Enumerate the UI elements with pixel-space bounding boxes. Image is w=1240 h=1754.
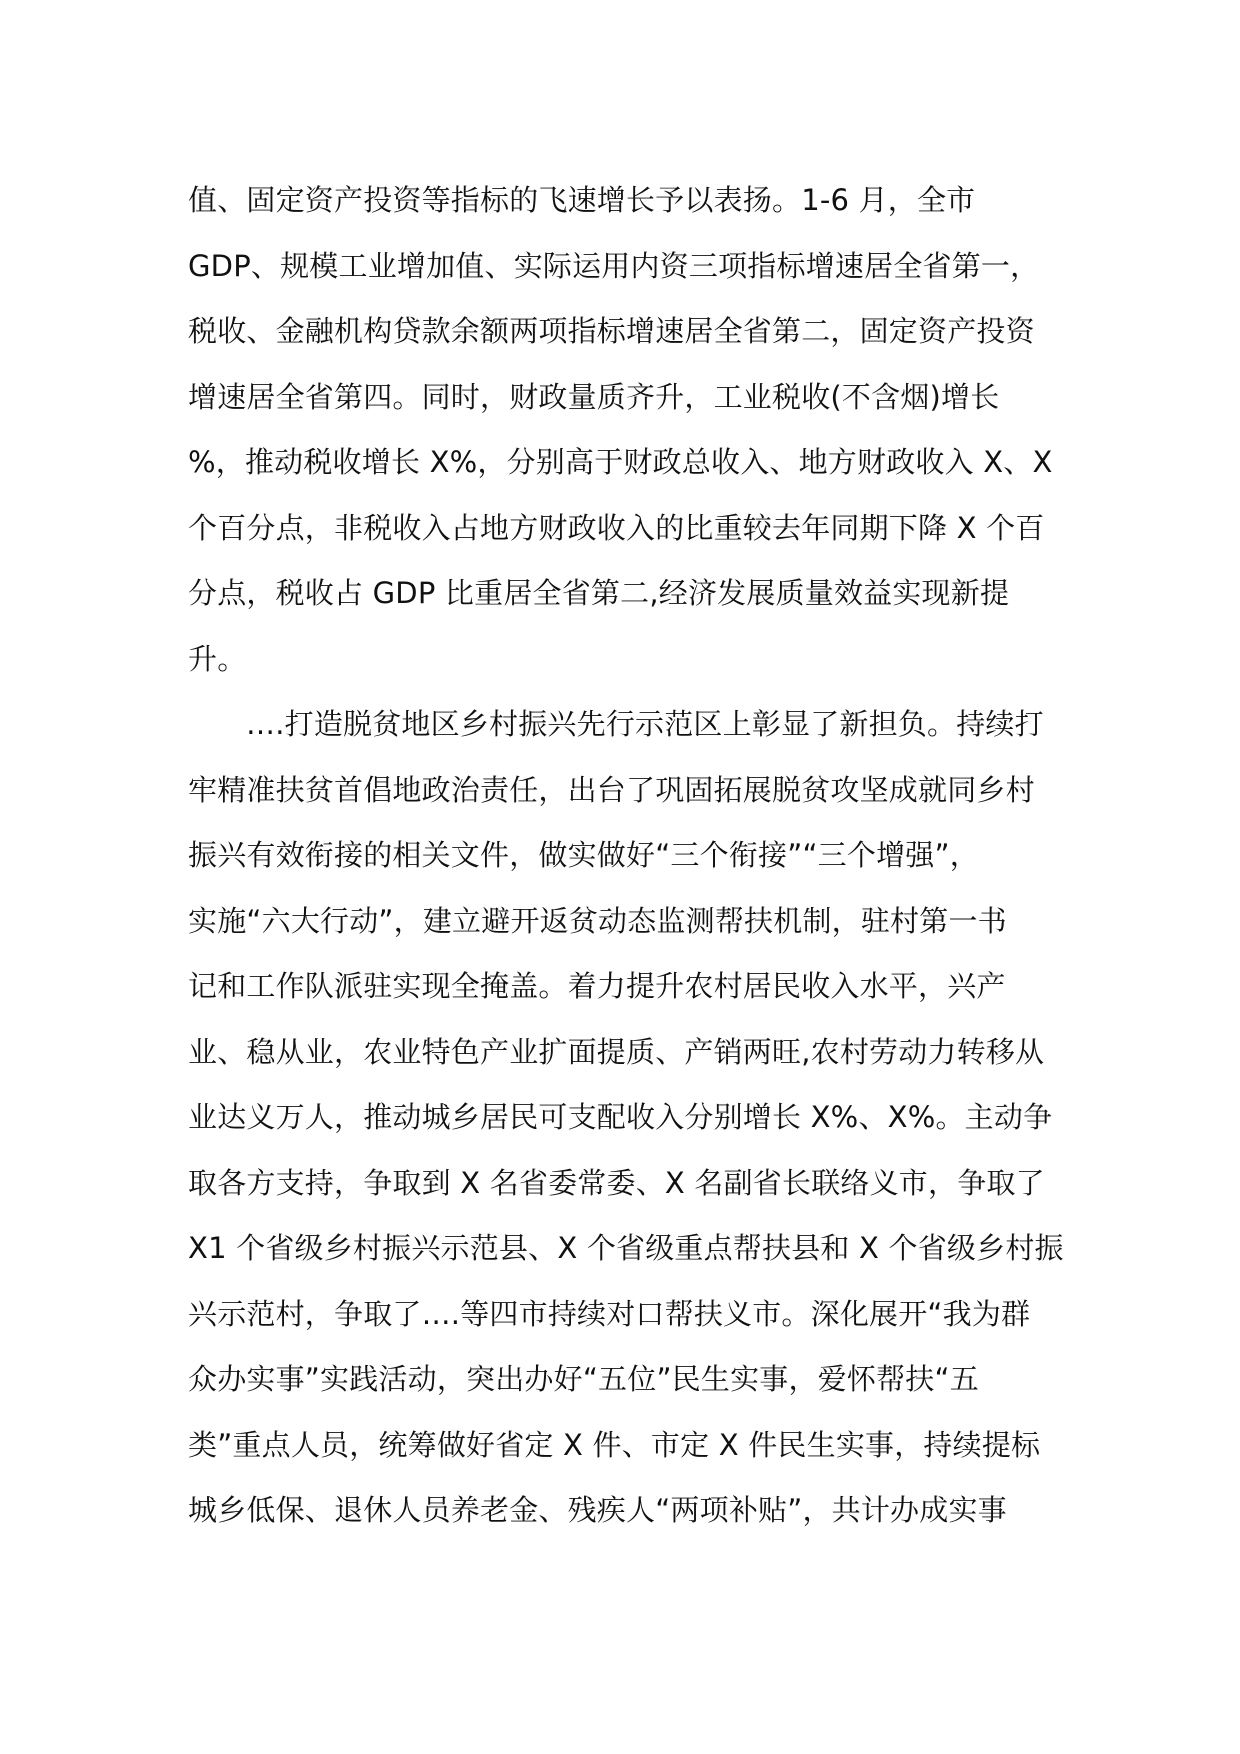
text-line: 升。 <box>188 641 247 676</box>
text-line: 增速居全省第四。同时，财政量质齐升，工业税收(不含烟)增长 <box>188 379 1000 414</box>
text-line: 个百分点，非税收入占地方财政收入的比重较去年同期下降 X 个百 <box>188 510 1045 545</box>
text-line: 记和工作队派驻实现全掩盖。着力提升农村居民收入水平，兴产 <box>188 969 1006 1003</box>
text-line: 业、稳从业，农业特色产业扩面提质、产销两旺,农村劳动力转移从 <box>188 1034 1045 1069</box>
body-text <box>188 168 1068 1544</box>
paragraph-start-line: ….打造脱贫地区乡村振兴先行示范区上彰显了新担负。持续打 <box>246 707 1044 741</box>
text-line: 牢精准扶贫首倡地政治责任，出台了巩固拓展脱贫攻坚成就同乡村 <box>188 772 1035 807</box>
text-line: %，推动税收增长 X%，分别高于财政总收入、地方财政收入 X、X <box>188 445 1053 479</box>
text-line: GDP、规模工业增加值、实际运用内资三项指标增速居全省第一， <box>188 248 1040 283</box>
text-line: 取各方支持，争取到 X 名省委常委、X 名副省长联络义市，争取了 <box>188 1165 1045 1200</box>
text-line: 分点，税收占 GDP 比重居全省第二,经济发展质量效益实现新提 <box>188 576 1010 610</box>
text-line: 税收、金融机构贷款余额两项指标增速居全省第二，固定资产投资 <box>188 314 1035 348</box>
text-line: 城乡低保、退休人员养老金、残疾人“两项补贴”，共计办成实事 <box>188 1493 1007 1527</box>
text-line: 类”重点人员，统筹做好省定 X 件、市定 X 件民生实事，持续提标 <box>188 1427 1041 1462</box>
text-line: 振兴有效衔接的相关文件，做实做好“三个衔接”“三个增强”， <box>188 838 979 872</box>
text-line: 实施“六大行动”，建立避开返贫动态监测帮扶机制，驻村第一书 <box>188 903 1007 938</box>
text-line: 众办实事”实践活动，突出办好“五位”民生实事，爱怀帮扶“五 <box>188 1362 979 1396</box>
text-line: 兴示范村，争取了….等四市持续对口帮扶义市。深化展开“我为群 <box>188 1296 1031 1331</box>
text-line: 值、固定资产投资等指标的飞速增长予以表扬。1-6 月，全市 <box>188 183 976 217</box>
text-line: 业达义万人，推动城乡居民可支配收入分别增长 X%、X%。主动争 <box>188 1100 1053 1134</box>
text-line: X1 个省级乡村振兴示范县、X 个省级重点帮扶县和 X 个省级乡村振 <box>188 1231 1064 1265</box>
